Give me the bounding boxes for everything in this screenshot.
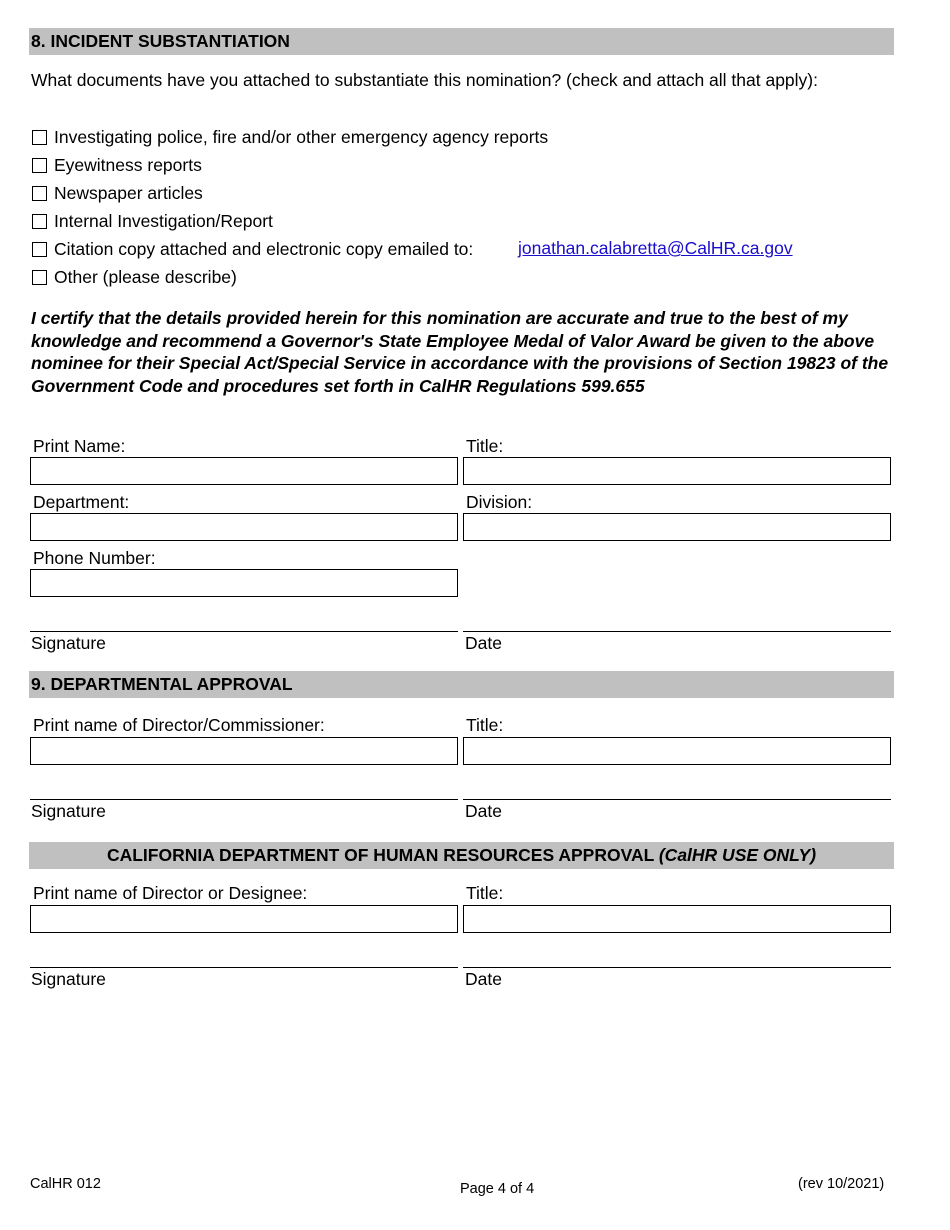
checkbox-citation-copy[interactable] — [32, 242, 47, 257]
designee-name-input[interactable] — [30, 905, 458, 933]
phone-label: Phone Number: — [33, 548, 156, 568]
director-date-line[interactable] — [463, 799, 891, 800]
title-label: Title: — [466, 436, 504, 456]
checkbox-row-internal-investigation[interactable] — [32, 210, 273, 232]
documents-question: What documents have you attached to substantiate this nomination? (check and attach all that apply): — [31, 70, 818, 90]
department-input[interactable] — [30, 513, 458, 541]
checkbox-eyewitness[interactable] — [32, 158, 47, 173]
calhr-title-text: CALIFORNIA DEPARTMENT OF HUMAN RESOURCES APPROVAL — [106, 845, 654, 865]
checkbox-label: Investigating police, fire and/or other emergency agency reports — [54, 127, 549, 147]
signature-label: Signature — [31, 633, 106, 653]
calhr-approval-title — [29, 842, 894, 869]
division-label: Division: — [466, 492, 533, 512]
director-signature-line[interactable] — [30, 799, 458, 800]
director-name-label: Print name of Director/Commissioner: — [33, 715, 325, 735]
page-number: Page 4 of 4 — [460, 1181, 535, 1197]
designee-date-label: Date — [465, 969, 502, 989]
date-label: Date — [465, 633, 502, 653]
checkbox-label: Eyewitness reports — [54, 155, 202, 175]
director-name-input[interactable] — [30, 737, 458, 765]
checkbox-row-newspaper[interactable] — [32, 182, 203, 204]
designee-title-input[interactable] — [463, 905, 891, 933]
checkbox-newspaper[interactable] — [32, 186, 47, 201]
checkbox-label: Citation copy attached and electronic copy emailed to: — [54, 239, 474, 259]
director-title-label: Title: — [466, 715, 504, 735]
checkbox-row-agency-reports[interactable] — [32, 126, 548, 148]
director-title-input[interactable] — [463, 737, 891, 765]
designee-title-label: Title: — [466, 883, 504, 903]
form-id: CalHR 012 — [30, 1176, 101, 1192]
checkbox-label: Internal Investigation/Report — [54, 211, 273, 231]
section-8-header — [29, 28, 894, 55]
checkbox-agency-reports[interactable] — [32, 130, 47, 145]
phone-input[interactable] — [30, 569, 458, 597]
email-link[interactable]: jonathan.calabretta@CalHR.ca.gov — [518, 238, 793, 258]
designee-signature-label: Signature — [31, 969, 106, 989]
checkbox-row-eyewitness[interactable] — [32, 154, 202, 176]
calhr-approval-header — [29, 842, 894, 869]
designee-signature-line[interactable] — [30, 967, 458, 968]
title-input[interactable] — [463, 457, 891, 485]
certification-statement: I certify that the details provided herein for this nomination are accurate and true to the best of my knowledge and recommend a Governor's State Employee Medal of Valor Award be given to the above nominee for their Special Act/Special Service in accordance with the provisions of Section 19823 of the Government Code and procedures set forth in CalHR Regulations 599.655 — [31, 308, 889, 396]
checkbox-row-other[interactable] — [32, 266, 237, 288]
director-signature-label: Signature — [31, 801, 106, 821]
checkbox-label: Newspaper articles — [54, 183, 203, 203]
print-name-label: Print Name: — [33, 436, 126, 456]
section-9-header — [29, 671, 894, 698]
signature-line[interactable] — [30, 631, 458, 632]
date-line[interactable] — [463, 631, 891, 632]
section-9-title: 9. DEPARTMENTAL APPROVAL — [31, 674, 293, 694]
calhr-title-note: (CalHR USE ONLY) — [658, 845, 817, 865]
designee-name-label: Print name of Director or Designee: — [33, 883, 308, 903]
checkbox-label: Other (please describe) — [54, 267, 237, 287]
division-input[interactable] — [463, 513, 891, 541]
section-8-title: 8. INCIDENT SUBSTANTIATION — [31, 31, 290, 51]
checkbox-internal-investigation[interactable] — [32, 214, 47, 229]
designee-date-line[interactable] — [463, 967, 891, 968]
director-date-label: Date — [465, 801, 502, 821]
checkbox-other[interactable] — [32, 270, 47, 285]
print-name-input[interactable] — [30, 457, 458, 485]
revision-date: (rev 10/2021) — [798, 1176, 885, 1192]
checkbox-row-citation-copy[interactable] — [32, 238, 473, 260]
department-label: Department: — [33, 492, 130, 512]
